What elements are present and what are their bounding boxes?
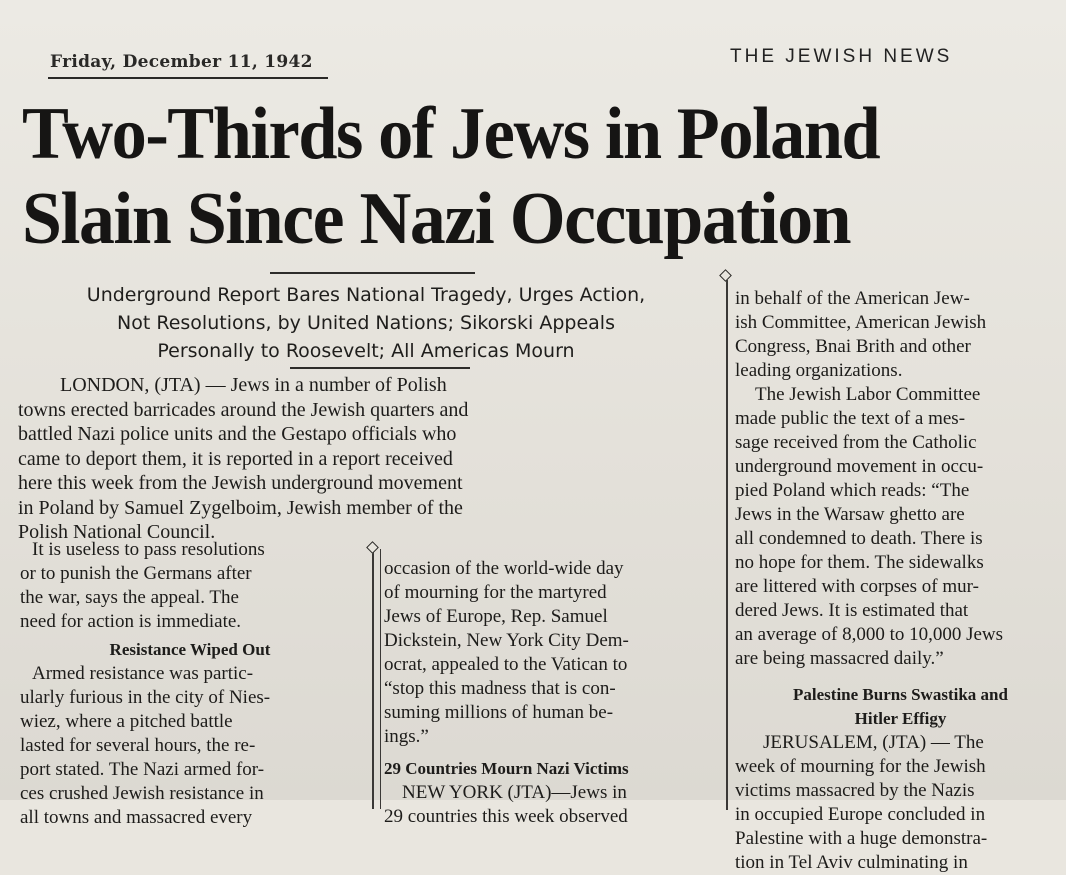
subhead-resistance: Resistance Wiped Out [109,640,271,659]
text-line: leading organizations. [735,360,903,381]
text-line: port stated. The Nazi armed for- [20,759,265,780]
text-line: wiez, where a pitched battle [20,711,233,732]
column-3 [735,287,1066,875]
deck-rule-top [270,272,475,274]
deck-line: Personally to Roosevelt; All Americas Mourn [157,340,575,362]
text-line: tion in Tel Aviv culminating in [735,852,968,873]
text-line: Jews in the Warsaw ghetto are [735,504,965,525]
issue-date: Friday, December 11, 1942 [50,52,313,72]
subhead-29-countries: 29 Countries Mourn Nazi Victims [384,759,629,778]
text-line: sage received from the Catholic [735,432,977,453]
text-line: battled Nazi police units and the Gestapo officials who [18,423,457,445]
text-line: underground movement in occu- [735,456,984,477]
text-line: Dickstein, New York City Dem- [384,630,629,651]
text-line: “stop this madness that is con- [384,678,616,699]
text-line: Armed resistance was partic- [32,663,254,684]
subhead-line: Hitler Effigy [854,709,947,728]
text-line: all towns and massacred every [20,807,253,828]
text-line: an average of 8,000 to 10,000 Jews [735,624,1004,645]
text-line: The Jewish Labor Committee [755,384,981,405]
text-line: pied Poland which reads: “The [735,480,970,501]
text-line: Polish National Council. [18,521,216,543]
text-line: LONDON, (JTA) — Jews in a number of Polish [60,374,447,396]
subhead-line: Palestine Burns Swastika and [793,685,1008,704]
column-rule-2 [726,280,728,810]
column-2 [384,557,724,829]
deck-line: Underground Report Bares National Tragedy, Urges Action, [86,284,646,306]
newspaper-name: THE JEWISH NEWS [730,46,953,67]
headline-line-1: Two-Thirds of Jews in Poland [22,93,880,175]
headline-line-2: Slain Since Nazi Occupation [22,178,851,260]
column-rule-1 [372,549,374,809]
text-line: all condemned to death. There is [735,528,983,549]
text-line: Palestine with a huge demonstra- [735,828,988,849]
text-line: are being massacred daily.” [735,648,944,669]
text-line: week of mourning for the Jewish [735,756,986,777]
text-line: occasion of the world-wide day [384,558,624,579]
column-rule-1b [380,549,381,809]
text-line: of mourning for the martyred [384,582,607,603]
deck-rule-bottom [290,367,470,369]
text-line: towns erected barricades around the Jewish quarters and [18,398,469,421]
text-line: no hope for them. The sidewalks [735,552,984,573]
text-line: made public the text of a mes- [735,408,966,429]
text-line: ocrat, appealed to the Vatican to [384,654,628,675]
text-line: in occupied Europe concluded in [735,804,986,825]
rule-diamond-ornament [719,269,732,282]
text-line: Jews of Europe, Rep. Samuel [384,606,608,627]
text-line: came to deport them, it is reported in a report received [18,447,453,470]
subhead-palestine [735,683,1066,731]
text-line: in behalf of the American Jew- [735,288,970,309]
column-1 [20,538,365,830]
text-line: need for action is immediate. [20,611,242,632]
text-line: ularly furious in the city of Nies- [20,687,271,708]
text-line: here this week from the Jewish underground movement [18,472,463,494]
text-line: or to punish the Germans after [20,563,252,584]
text-line: ces crushed Jewish resistance in [20,783,264,804]
date-underline [48,77,328,79]
text-line: in Poland by Samuel Zygelboim, Jewish member of the [18,496,463,519]
text-line: the war, says the appeal. The [20,587,239,608]
text-line: 29 countries this week observed [384,806,628,827]
text-line: ings.” [384,726,429,747]
deck-line: Not Resolutions, by United Nations; Sikorski Appeals [117,312,615,334]
text-line: dered Jews. It is estimated that [735,600,969,621]
lead-paragraph [18,373,718,545]
text-line: ish Committee, American Jewish [735,312,987,333]
text-line: NEW YORK (JTA)—Jews in [402,782,627,803]
text-line: JERUSALEM, (JTA) — The [763,732,984,753]
text-line: lasted for several hours, the re- [20,735,256,756]
subheadline-deck [10,281,722,365]
text-line: victims massacred by the Nazis [735,780,975,801]
text-line: suming millions of human be- [384,702,614,723]
text-line: Congress, Bnai Brith and other [735,336,971,357]
text-line: are littered with corpses of mur- [735,576,979,597]
text-line: It is useless to pass resolutions [32,539,265,560]
